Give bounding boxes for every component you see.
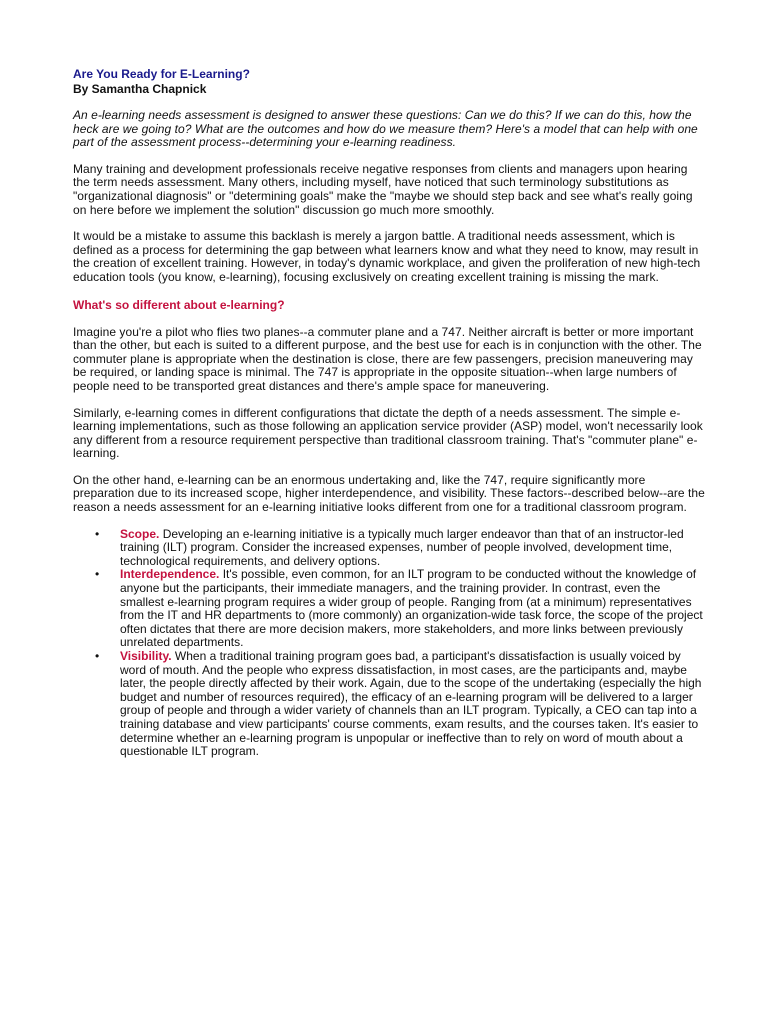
body-paragraph: Similarly, e-learning comes in different configurations that dictate the depth of a needs assessment. The simple e-learning implementations, such as those following an application service provider (ASP) model, won't necessarily look any different from a resource requirement perspective than traditional classroom training. That's "commuter plane" e-learning. [73, 405, 703, 461]
body-paragraph: On the other hand, e-learning can be an enormous undertaking and, like the 747, require significantly more preparation due to its increased scope, higher interdependence, and visibility. These factors--described below--are the reason a needs assessment for an e-learning initiative looks different from one for a traditional classroom program. [73, 472, 705, 515]
list-item-term: Scope. [120, 526, 160, 541]
list-item-term: Visibility. [120, 649, 172, 663]
body-paragraph: It would be a mistake to assume this backlash is merely a jargon battle. A traditional needs assessment, which is defined as a process for determining the gap between what learners know and what they need to know, may result in the creation of excellent training. However, in today's dynamic workplace, and given the proliferation of new high-tech education tools (you know, e-learning), focusing exclusively on creating excellent training is missing the mark. [73, 229, 701, 284]
section-heading: What's so different about e-learning? [73, 297, 285, 312]
article-author: By Samantha Chapnick [73, 82, 207, 96]
factor-list [73, 528, 705, 759]
list-item-text: Developing an e-learning initiative is a typically much larger endeavor than that of an instructor-led training (ILT) program. Consider the increased expenses, number of people involved, development time, technological requirements, and delivery options. [120, 526, 684, 568]
article-title: Are You Ready for E-Learning? [73, 67, 250, 81]
bullet-icon: • [95, 649, 100, 663]
bullet-icon: • [95, 567, 100, 582]
bullet-icon: • [95, 526, 100, 541]
article-body [73, 67, 705, 759]
list-item [73, 650, 705, 759]
list-item-text: It's possible, even common, for an ILT program to be conducted without the knowledge of anyone but the participants, their immediate managers, and the training provider. In contrast, even the smallest e-learning program requires a wider group of people. Ranging from (at a minimum) representatives from the IT and HR departments to (more commonly) an organization-wide task force, the scope of the project often dictates that there are more decision makers, more stakeholders, and more links between previously unrelated departments. [120, 567, 703, 650]
list-item [73, 528, 705, 569]
body-paragraph: Imagine you're a pilot who flies two planes--a commuter plane and a 747. Neither aircraft is better or more important than the other, but each is suited to a different purpose, and the best use for each is in conjunction with the other. The commuter plane is appropriate when the destination is close, there are few passengers, precision maneuvering may be required, or landing space is minimal. The 747 is appropriate in the opposite situation--when large numbers of people need to be transported great distances and there's ample space for maneuvering. [73, 324, 702, 393]
body-paragraph: Many training and development professionals receive negative responses from clients and managers upon hearing the term needs assessment. Many others, including myself, have noticed that such terminology substitutions as "organizational diagnosis" or "determining goals" make the "maybe we should step back and see what's really going on here before we implement the solution" discussion go much more smoothly. [73, 161, 693, 217]
intro-paragraph: An e-learning needs assessment is designed to answer these questions: Can we do this? If we can do this, how the heck are we going to? What are the outcomes and how do we measure them? Here's a model that can help with one part of the assessment process--determining your e-learning readiness. [73, 108, 698, 150]
list-item-text: When a traditional training program goes bad, a participant's dissatisfaction is usually voiced by word of mouth. And the people who express dissatisfaction, in most cases, are the participants and, maybe later, the people directly affected by their work. Again, due to the scope of the undertaking (especially the high budget and number of resources required), the efficacy of an e-learning program will be delivered to a larger group of people and through a wider variety of channels than an ILT program. Typically, a CEO can tap into a training database and view participants' course comments, exam results, and the courses taken. It's easier to determine whether an e-learning program is unpopular or ineffective than to rely on word of mouth about a questionable ILT program. [120, 649, 702, 759]
list-item [73, 568, 705, 650]
list-item-term: Interdependence. [120, 567, 220, 582]
